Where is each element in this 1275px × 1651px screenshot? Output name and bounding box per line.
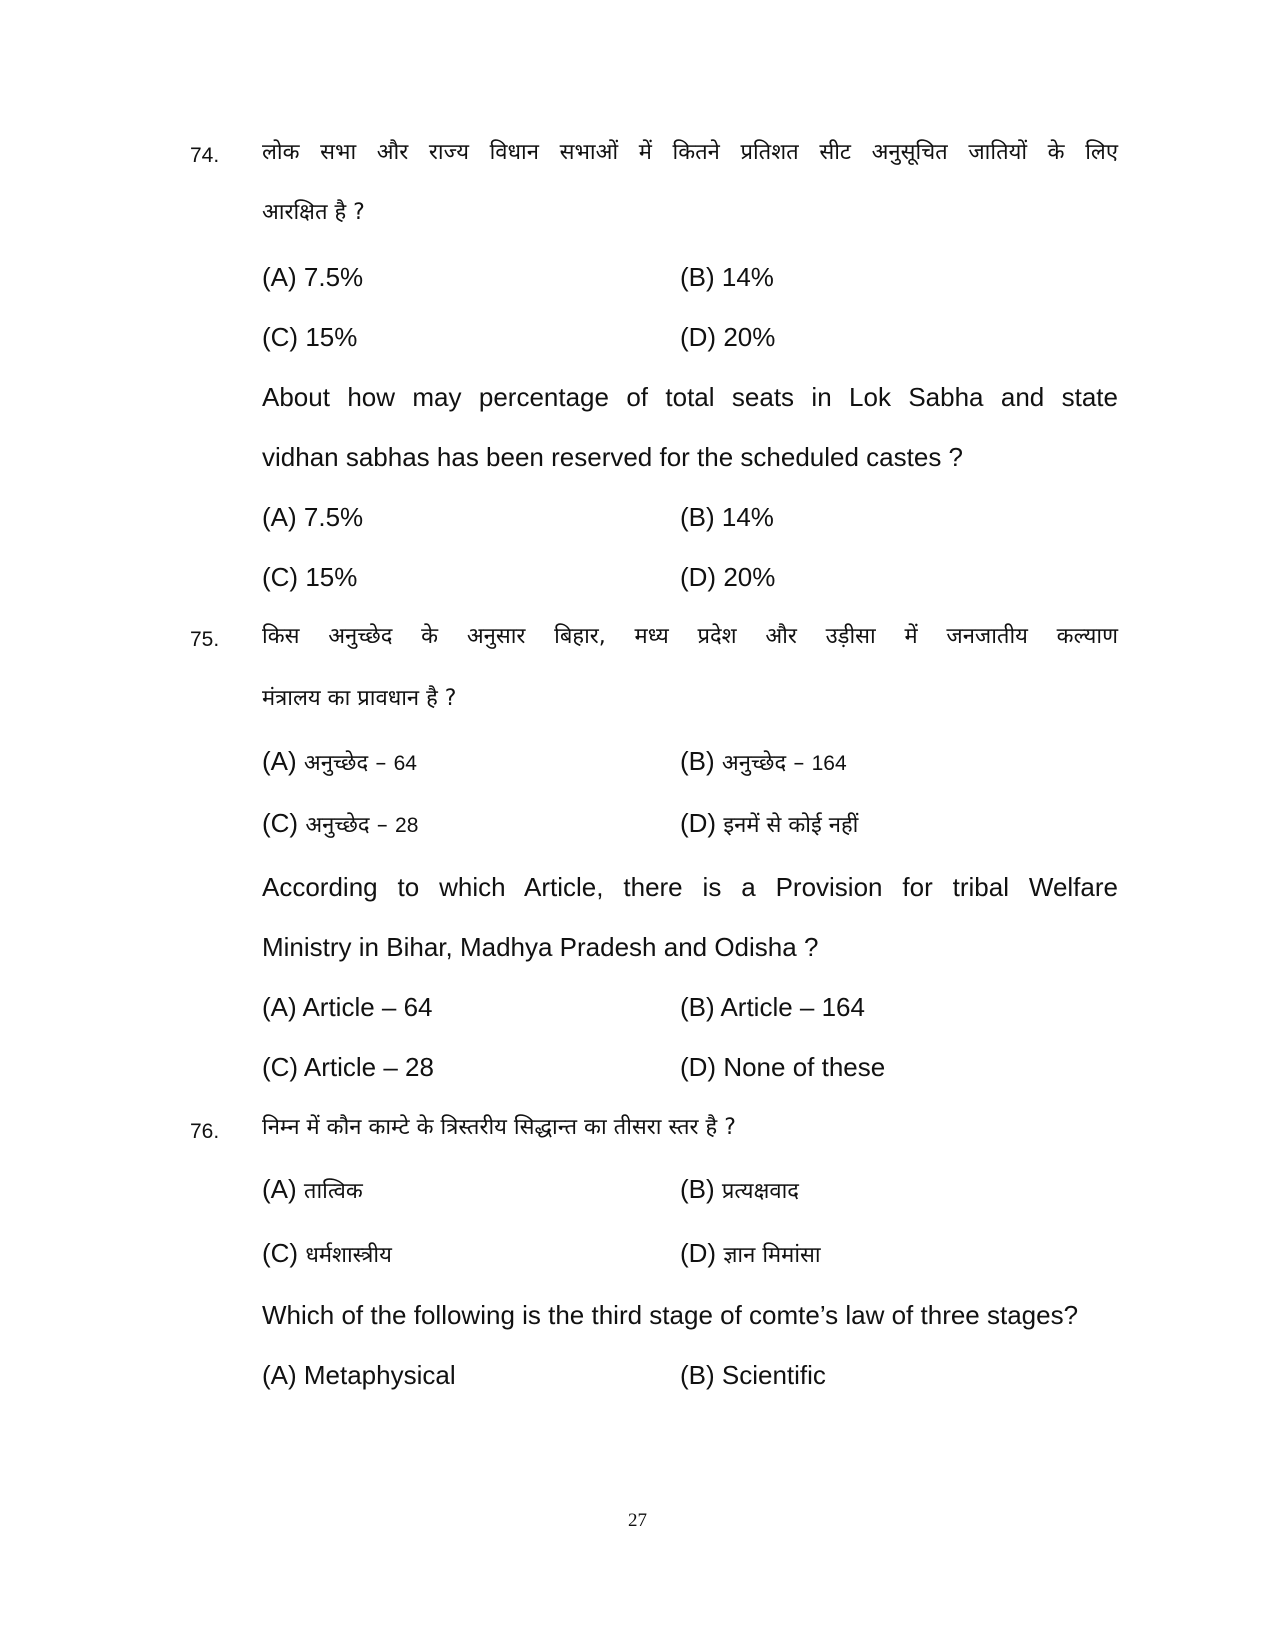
option-a: (A) तात्विक (262, 1174, 363, 1204)
question-text-english: About how may percentage of total seats in Lok Sabha and state (262, 382, 1118, 412)
option-d: (D) 20% (680, 322, 776, 352)
question-number: 75. (190, 628, 220, 651)
option-c: (C) 15% (262, 322, 358, 352)
option-c: (C) अनुच्छेद – 28 (262, 808, 419, 838)
option-a: (A) 7.5% (262, 502, 364, 532)
option-b: (B) 14% (680, 262, 774, 292)
question-number: 74. (190, 144, 220, 167)
option-b: (B) अनुच्छेद – 164 (680, 746, 847, 776)
option-b: (B) Scientific (680, 1360, 826, 1390)
option-b: (B) प्रत्यक्षवाद (680, 1174, 799, 1204)
question-text-hindi: किस अनुच्छेद के अनुसार बिहार, मध्य प्रदेश और उड़ीसा में जनजातीय कल्याण (262, 624, 1118, 649)
option-d: (D) None of these (680, 1052, 886, 1082)
option-d: (D) इनमें से कोई नहीं (680, 808, 859, 838)
question-number: 76. (190, 1120, 220, 1143)
question-text-hindi: आरक्षित है ? (262, 200, 365, 225)
question-text-hindi: निम्न में कौन काम्टे के त्रिस्तरीय सिद्धान्त का तीसरा स्तर है ? (262, 1115, 736, 1140)
option-a: (A) Metaphysical (262, 1360, 456, 1390)
option-d: (D) 20% (680, 562, 776, 592)
option-b: (B) 14% (680, 502, 774, 532)
page-number: 27 (628, 1510, 647, 1531)
question-text-english: Which of the following is the third stage of comte’s law of three stages? (262, 1300, 1079, 1330)
question-text-hindi: मंत्रालय का प्रावधान है ? (262, 686, 457, 711)
option-a: (A) Article – 64 (262, 992, 433, 1022)
option-c: (C) धर्मशास्त्रीय (262, 1238, 392, 1268)
option-c: (C) 15% (262, 562, 358, 592)
question-text-english: Ministry in Bihar, Madhya Pradesh and Odisha ? (262, 932, 819, 962)
option-c: (C) Article – 28 (262, 1052, 434, 1082)
option-a: (A) अनुच्छेद – 64 (262, 746, 417, 776)
option-a: (A) 7.5% (262, 262, 364, 292)
question-text-english: According to which Article, there is a Provision for tribal Welfare (262, 872, 1118, 902)
option-d: (D) ज्ञान मिमांसा (680, 1238, 821, 1268)
question-text-english: vidhan sabhas has been reserved for the scheduled castes ? (262, 442, 964, 472)
option-b: (B) Article – 164 (680, 992, 865, 1022)
question-text-hindi: लोक सभा और राज्य विधान सभाओं में कितने प्रतिशत सीट अनुसूचित जातियों के लिए (262, 140, 1118, 165)
